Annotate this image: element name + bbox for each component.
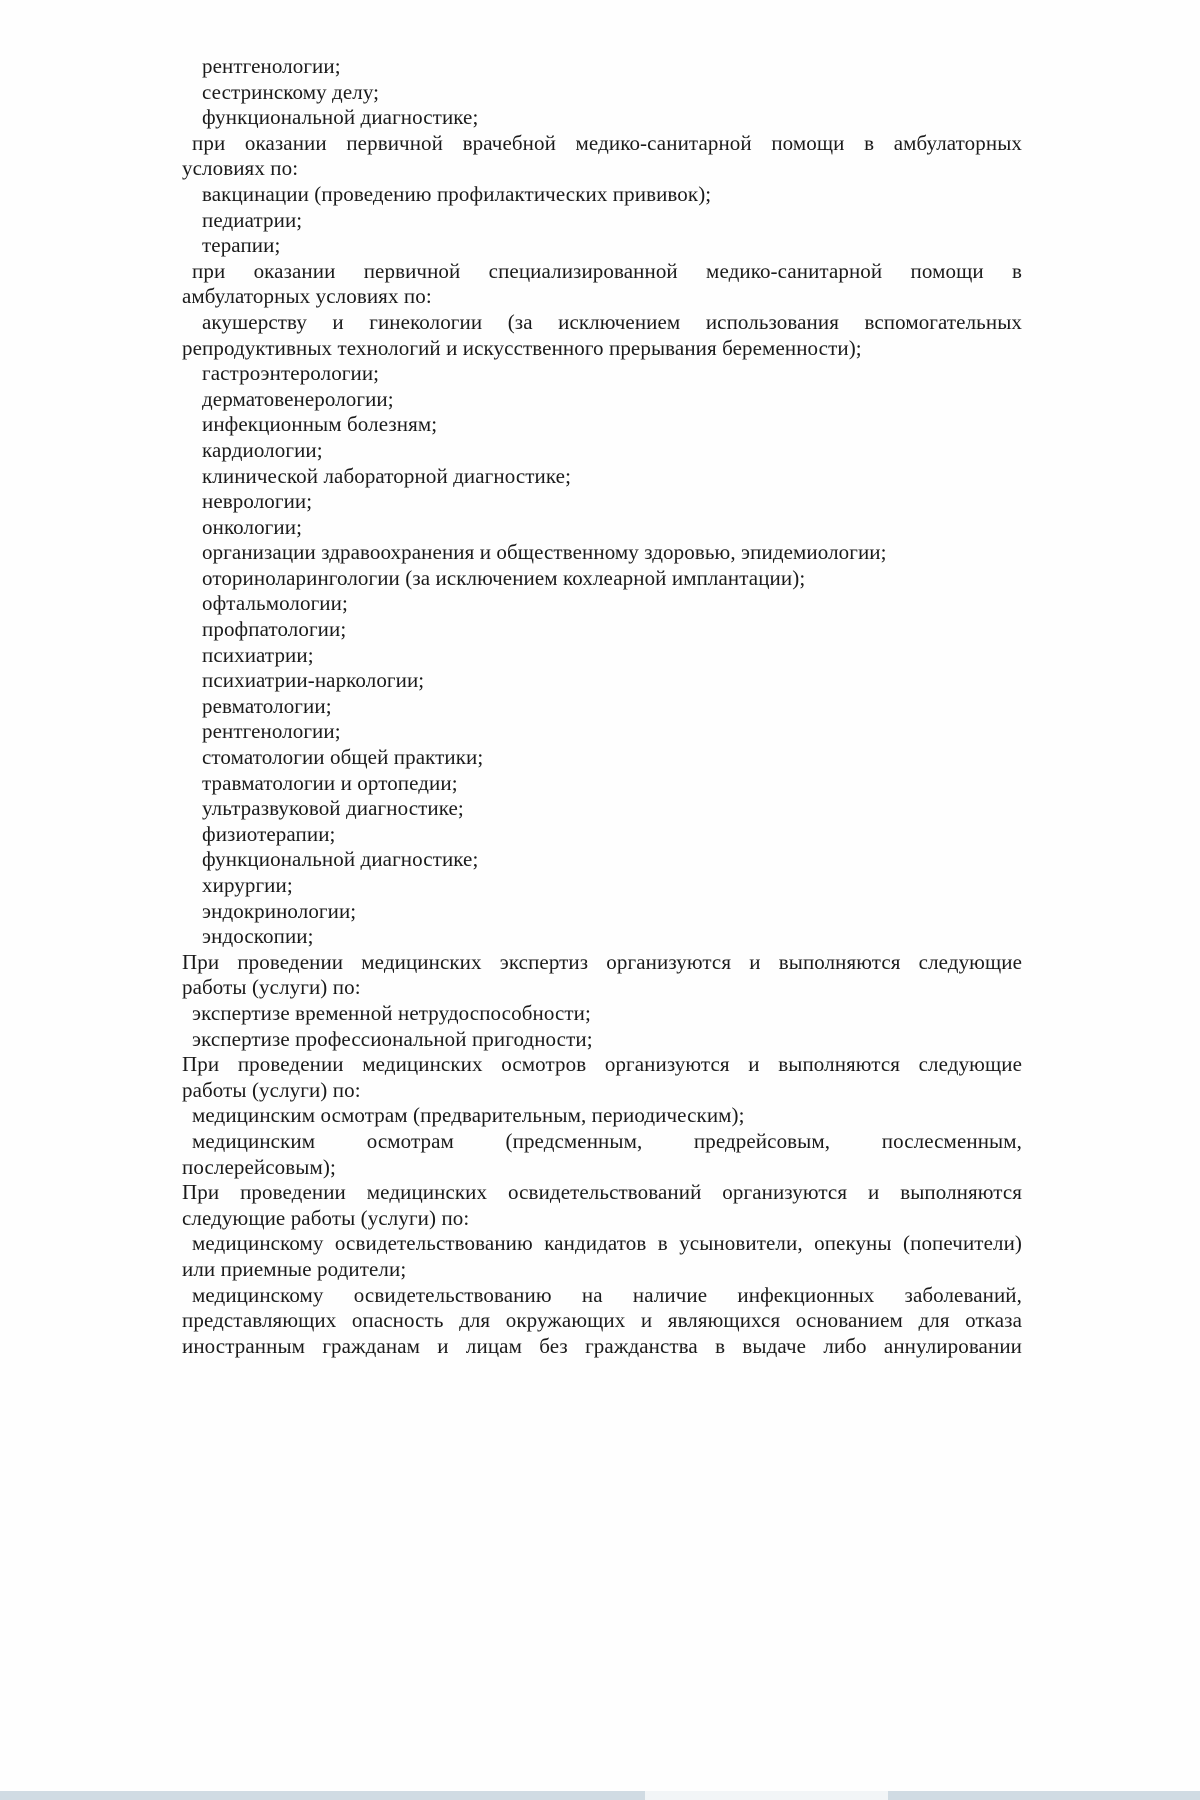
text-line: при оказании первичной специализированной медико-санитарной помощи в [192, 258, 1022, 283]
text-line: эндокринологии; [202, 898, 357, 923]
text-line: терапии; [202, 233, 281, 258]
text-line: При проведении медицинских осмотров организуются и выполняются следующие [182, 1052, 1022, 1077]
text-line: При проведении медицинских экспертиз организуются и выполняются следующие [182, 949, 1022, 974]
text-line: или приемные родители; [182, 1256, 407, 1281]
text-line: следующие работы (услуги) по: [182, 1205, 470, 1230]
text-line: функциональной диагностике; [202, 105, 479, 130]
text-line: травматологии и ортопедии; [202, 770, 458, 795]
text-line: При проведении медицинских освидетельствований организуются и выполняются [182, 1180, 1022, 1205]
text-line: экспертизе временной нетрудоспособности; [192, 1000, 591, 1025]
text-line: вакцинации (проведению профилактических прививок); [202, 181, 712, 206]
text-line: при оказании первичной врачебной медико-санитарной помощи в амбулаторных [192, 130, 1022, 155]
text-line: условиях по: [182, 156, 299, 181]
text-line: экспертизе профессиональной пригодности; [192, 1026, 593, 1051]
text-line: психиатрии-наркологии; [202, 668, 425, 693]
horizontal-scrollbar[interactable] [0, 1791, 1200, 1800]
text-line: иностранным гражданам и лицам без гражданства в выдаче либо аннулировании [182, 1333, 1022, 1358]
text-line: сестринскому делу; [202, 79, 380, 104]
text-line: медицинскому освидетельствованию на наличие инфекционных заболеваний, [192, 1282, 1022, 1307]
text-line: хирургии; [202, 873, 293, 897]
document-text-block [182, 54, 1022, 1359]
scrollbar-track-segment [0, 1791, 645, 1800]
text-line: стоматологии общей практики; [202, 745, 484, 770]
text-line: оториноларингологии (за исключением кохлеарной имплантации); [202, 565, 806, 590]
text-line: психиатрии; [202, 642, 314, 667]
text-line: неврологии; [202, 489, 313, 514]
text-line: ревматологии; [202, 693, 332, 718]
text-line: ультразвуковой диагностике; [202, 796, 464, 821]
text-line: репродуктивных технологий и искусственного прерывания беременности); [182, 335, 862, 360]
text-line: рентгенологии; [202, 719, 341, 744]
text-line: представляющих опасность для окружающих и являющихся основанием для отказа [182, 1308, 1022, 1333]
text-line: клинической лабораторной диагностике; [202, 463, 572, 488]
text-line: работы (услуги) по: [182, 1077, 361, 1102]
text-line: амбулаторных условиях по: [182, 284, 432, 309]
text-line: медицинским осмотрам (предсменным, предрейсовым, послесменным, [192, 1128, 1022, 1153]
text-line: инфекционным болезням; [202, 412, 438, 437]
text-line: педиатрии; [202, 207, 303, 232]
text-line: рентгенологии; [202, 54, 341, 78]
text-line: гастроэнтерологии; [202, 361, 380, 386]
text-line: онкологии; [202, 514, 303, 539]
text-line: медицинским осмотрам (предварительным, периодическим); [192, 1103, 745, 1128]
text-line: офтальмологии; [202, 591, 348, 616]
scrollbar-track-segment [888, 1791, 1200, 1800]
text-line: профпатологии; [202, 617, 347, 642]
text-line: организации здравоохранения и общественному здоровью, эпидемиологии; [202, 540, 887, 565]
text-line: кардиологии; [202, 437, 323, 462]
text-line: послерейсовым); [182, 1154, 336, 1179]
text-line: медицинскому освидетельствованию кандидатов в усыновители, опекуны (попечители) [192, 1231, 1022, 1256]
text-line: акушерству и гинекологии (за исключением использования вспомогательных [202, 309, 1022, 334]
text-line: эндоскопии; [202, 924, 314, 949]
text-line: работы (услуги) по: [182, 975, 361, 1000]
text-line: функциональной диагностике; [202, 847, 479, 872]
text-line: дерматовенерологии; [202, 386, 394, 411]
text-line: физиотерапии; [202, 821, 336, 846]
scrollbar-track-segment [645, 1791, 888, 1800]
